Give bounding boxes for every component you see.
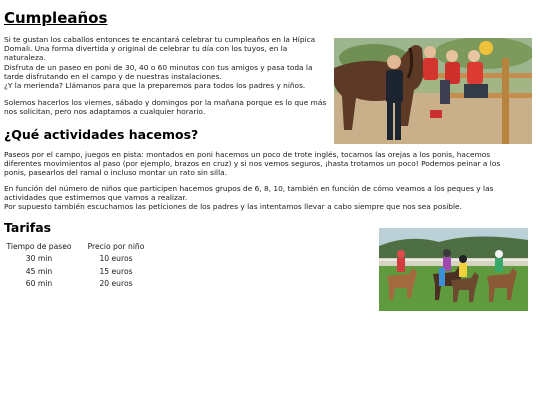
rates-cell-duration: 30 min [25,254,53,264]
intro-paragraph-2: Disfruta de un paseo en poni de 30, 40 o 60 minutos con tus amigos y pasa toda la tarde disfrutando en el campo y de nuestras instalaciones. [4,62,313,81]
intro-paragraph-3: ¿Y la merienda? Llámanos para que la preparemos para todos los padres y niños. [4,81,306,91]
rates-table [2,240,156,290]
rates-heading: Tarifas [4,220,52,235]
rates-cell-duration: 60 min [25,279,53,289]
rates-cell-price: 20 euros [99,279,133,289]
groups-paragraph-2: Por supuesto también escuchamos las peticiones de los padres y las intentamos llevar a cabo siempre que nos sea posible. [4,202,462,212]
intro-paragraph-1: Si te gustan los caballos entonces te encantará celebrar tu cumpleaños en la Hípica Domali. Una forma divertida y original de celebrar tu día con los tuyos, en la naturaleza. [4,35,316,63]
page-title: Cumpleaños [4,9,108,27]
rates-header-duration: Tiempo de paseo [6,241,72,251]
table-row [2,278,156,291]
rates-header-price: Precio por niño [87,241,145,251]
rates-cell-duration: 45 min [25,266,53,276]
activities-paragraph: Paseos por el campo, juegos en pista: montados en poni hacemos un poco de trote inglés, tocamos las orejas a los ponis, hacemos diferentes movimientos al paso (por ejemplo, brazos en cruz) y si nos vemos seguros, ¡hasta trotamos un poco! Podemos peinar a los ponis, pasearlos del ramal o incluso montar un rato sin silla. [4,150,501,178]
schedule-paragraph: Solemos hacerlos los viernes, sábado y domingos por la mañana porque es lo que más nos solicitan, pero nos adaptamos a cualquier horario. [4,98,327,117]
table-row [2,253,156,266]
rates-cell-price: 15 euros [99,266,133,276]
table-row [2,265,156,278]
groups-block [4,184,516,212]
rates-cell-price: 10 euros [99,254,133,264]
rates-table-header-row [2,240,156,253]
intro-block [4,35,328,90]
groups-paragraph-1: En función del número de niños que participen hacemos grupos de 6, 8, 10, también en función de cómo veamos a los peques y las actividades que estimemos que vamos a realizar. [4,184,494,203]
activities-heading: ¿Qué actividades hacemos? [4,127,199,142]
birthday-party-photo [334,38,532,144]
pony-ride-photo [379,228,528,311]
